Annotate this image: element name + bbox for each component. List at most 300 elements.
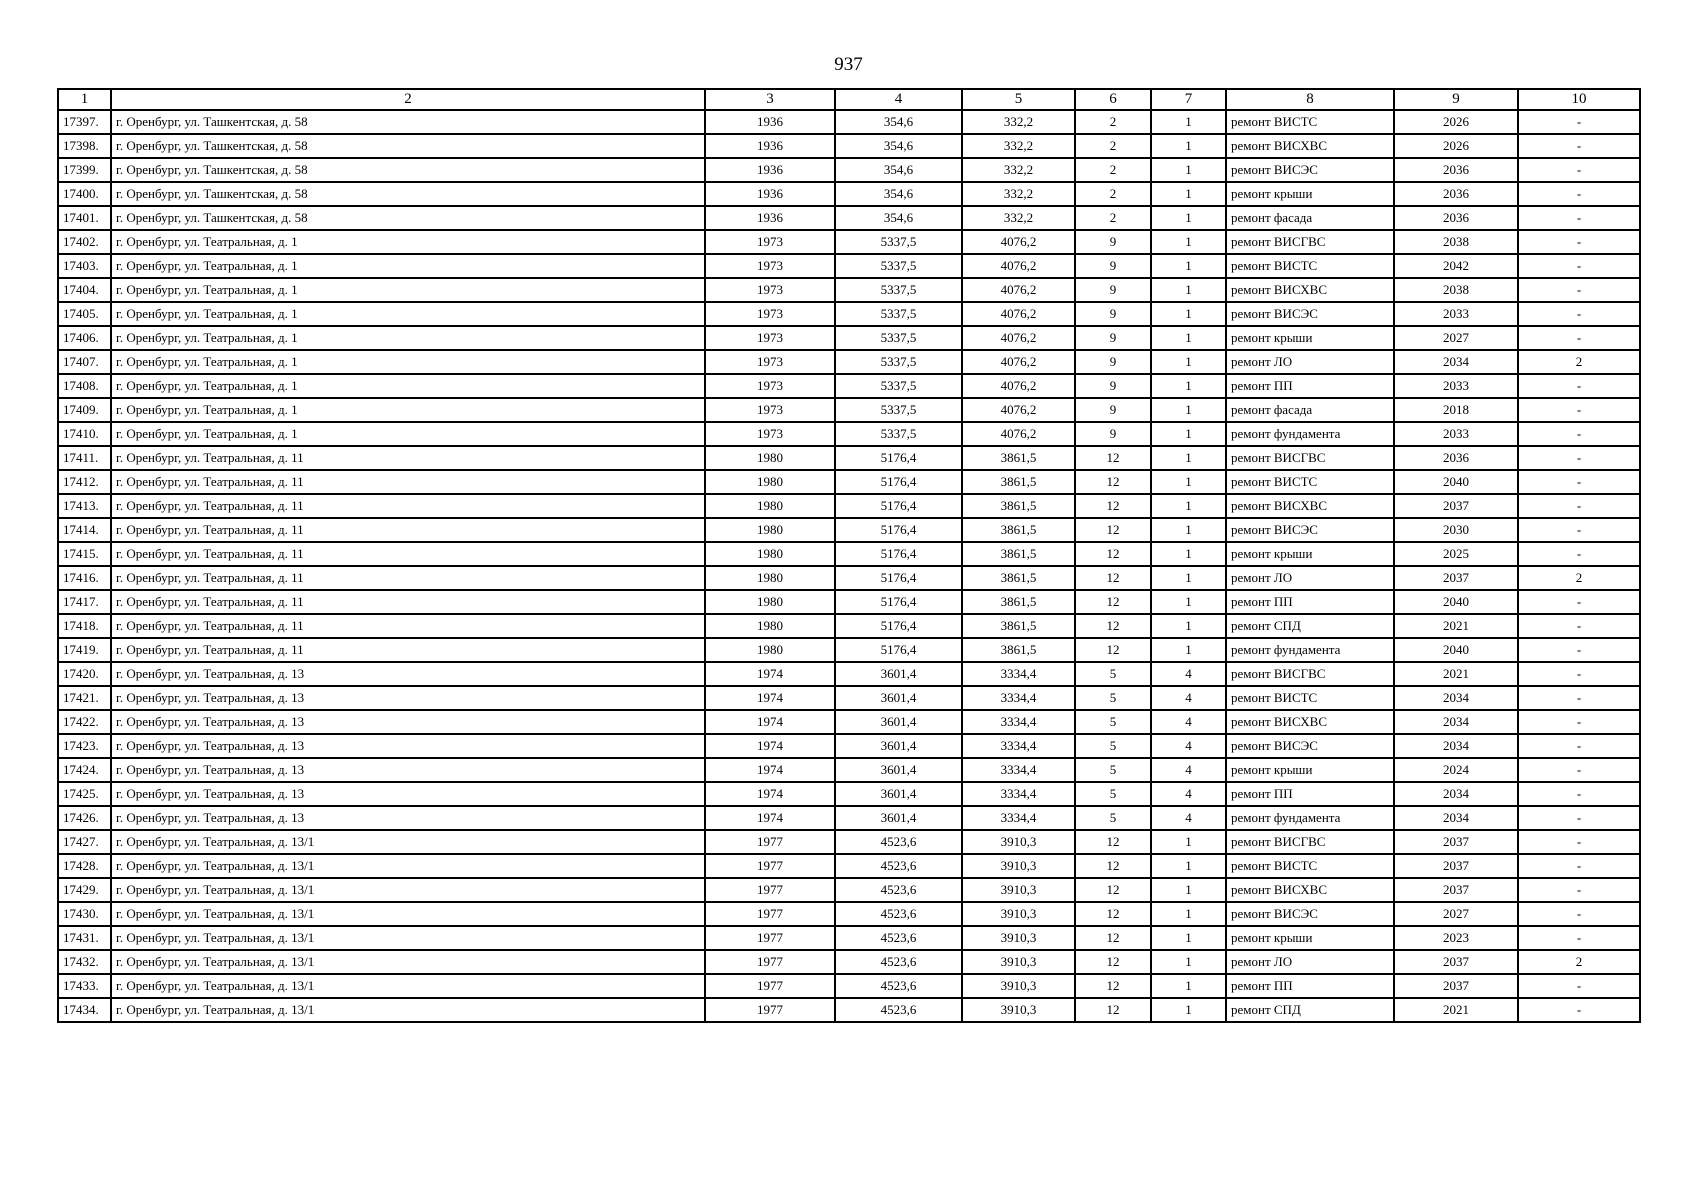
cell-address: г. Оренбург, ул. Театральная, д. 13 [111, 686, 705, 710]
cell-entrances: 1 [1151, 326, 1226, 350]
cell-year-built: 1936 [705, 158, 835, 182]
table-row [58, 614, 1640, 638]
table-row [58, 950, 1640, 974]
cell-column-10: - [1518, 830, 1640, 854]
cell-column-10: - [1518, 782, 1640, 806]
column-header-7: 7 [1151, 89, 1226, 110]
cell-total-area: 4523,6 [835, 878, 962, 902]
table-row [58, 806, 1640, 830]
cell-living-area: 4076,2 [962, 422, 1075, 446]
cell-address: г. Оренбург, ул. Театральная, д. 1 [111, 422, 705, 446]
cell-total-area: 5337,5 [835, 350, 962, 374]
cell-living-area: 4076,2 [962, 302, 1075, 326]
cell-total-area: 4523,6 [835, 950, 962, 974]
cell-living-area: 4076,2 [962, 254, 1075, 278]
table-row [58, 902, 1640, 926]
cell-address: г. Оренбург, ул. Театральная, д. 13 [111, 782, 705, 806]
cell-living-area: 3910,3 [962, 926, 1075, 950]
cell-column-10: - [1518, 278, 1640, 302]
cell-column-10: - [1518, 182, 1640, 206]
cell-column-10: 2 [1518, 566, 1640, 590]
cell-column-10: - [1518, 206, 1640, 230]
cell-planned-year: 2033 [1394, 374, 1518, 398]
cell-address: г. Оренбург, ул. Театральная, д. 1 [111, 302, 705, 326]
cell-planned-year: 2037 [1394, 974, 1518, 998]
cell-total-area: 5176,4 [835, 542, 962, 566]
cell-address: г. Оренбург, ул. Театральная, д. 1 [111, 374, 705, 398]
cell-address: г. Оренбург, ул. Театральная, д. 11 [111, 566, 705, 590]
cell-total-area: 5176,4 [835, 590, 962, 614]
cell-living-area: 3861,5 [962, 470, 1075, 494]
cell-total-area: 4523,6 [835, 830, 962, 854]
cell-planned-year: 2021 [1394, 662, 1518, 686]
cell-planned-year: 2034 [1394, 806, 1518, 830]
cell-column-10: - [1518, 710, 1640, 734]
cell-work-type: ремонт ВИСХВС [1226, 134, 1394, 158]
cell-total-area: 5176,4 [835, 614, 962, 638]
cell-entrances: 1 [1151, 902, 1226, 926]
cell-work-type: ремонт фасада [1226, 206, 1394, 230]
cell-planned-year: 2037 [1394, 494, 1518, 518]
cell-planned-year: 2021 [1394, 998, 1518, 1022]
cell-work-type: ремонт ЛО [1226, 350, 1394, 374]
cell-year-built: 1936 [705, 110, 835, 134]
cell-row-number: 17433. [58, 974, 111, 998]
cell-entrances: 4 [1151, 686, 1226, 710]
cell-planned-year: 2036 [1394, 446, 1518, 470]
table-row [58, 878, 1640, 902]
cell-total-area: 5176,4 [835, 566, 962, 590]
cell-column-10: - [1518, 638, 1640, 662]
column-header-3: 3 [705, 89, 835, 110]
cell-year-built: 1974 [705, 734, 835, 758]
cell-year-built: 1936 [705, 134, 835, 158]
cell-floors: 12 [1075, 926, 1151, 950]
cell-work-type: ремонт крыши [1226, 758, 1394, 782]
cell-living-area: 4076,2 [962, 230, 1075, 254]
cell-row-number: 17419. [58, 638, 111, 662]
table-row [58, 854, 1640, 878]
cell-row-number: 17425. [58, 782, 111, 806]
cell-address: г. Оренбург, ул. Ташкентская, д. 58 [111, 134, 705, 158]
cell-floors: 12 [1075, 974, 1151, 998]
cell-living-area: 332,2 [962, 182, 1075, 206]
cell-planned-year: 2034 [1394, 350, 1518, 374]
cell-year-built: 1977 [705, 854, 835, 878]
cell-planned-year: 2038 [1394, 230, 1518, 254]
cell-column-10: - [1518, 374, 1640, 398]
cell-total-area: 354,6 [835, 158, 962, 182]
cell-work-type: ремонт ВИСЭС [1226, 518, 1394, 542]
cell-entrances: 1 [1151, 182, 1226, 206]
cell-planned-year: 2034 [1394, 710, 1518, 734]
cell-entrances: 1 [1151, 230, 1226, 254]
cell-work-type: ремонт ВИСТС [1226, 110, 1394, 134]
cell-total-area: 5337,5 [835, 422, 962, 446]
cell-column-10: - [1518, 902, 1640, 926]
cell-planned-year: 2026 [1394, 110, 1518, 134]
cell-address: г. Оренбург, ул. Театральная, д. 13/1 [111, 974, 705, 998]
cell-work-type: ремонт ВИСХВС [1226, 278, 1394, 302]
cell-total-area: 4523,6 [835, 854, 962, 878]
cell-floors: 5 [1075, 710, 1151, 734]
cell-total-area: 5337,5 [835, 230, 962, 254]
cell-row-number: 17405. [58, 302, 111, 326]
registry-table [57, 88, 1641, 1023]
cell-address: г. Оренбург, ул. Театральная, д. 11 [111, 470, 705, 494]
cell-floors: 5 [1075, 734, 1151, 758]
cell-year-built: 1973 [705, 398, 835, 422]
table-row [58, 974, 1640, 998]
cell-entrances: 1 [1151, 446, 1226, 470]
cell-floors: 9 [1075, 302, 1151, 326]
cell-floors: 12 [1075, 830, 1151, 854]
cell-living-area: 4076,2 [962, 326, 1075, 350]
cell-total-area: 354,6 [835, 182, 962, 206]
cell-address: г. Оренбург, ул. Театральная, д. 13/1 [111, 950, 705, 974]
cell-entrances: 1 [1151, 470, 1226, 494]
cell-year-built: 1977 [705, 950, 835, 974]
table-row [58, 134, 1640, 158]
cell-year-built: 1973 [705, 422, 835, 446]
cell-floors: 5 [1075, 662, 1151, 686]
cell-entrances: 1 [1151, 302, 1226, 326]
cell-total-area: 354,6 [835, 206, 962, 230]
cell-floors: 5 [1075, 758, 1151, 782]
cell-planned-year: 2037 [1394, 566, 1518, 590]
cell-floors: 5 [1075, 782, 1151, 806]
table-row [58, 350, 1640, 374]
cell-planned-year: 2038 [1394, 278, 1518, 302]
cell-total-area: 354,6 [835, 134, 962, 158]
cell-entrances: 1 [1151, 110, 1226, 134]
cell-entrances: 1 [1151, 614, 1226, 638]
cell-entrances: 1 [1151, 638, 1226, 662]
cell-work-type: ремонт фундамента [1226, 638, 1394, 662]
cell-living-area: 4076,2 [962, 278, 1075, 302]
cell-column-10: - [1518, 158, 1640, 182]
cell-floors: 12 [1075, 950, 1151, 974]
table-row [58, 710, 1640, 734]
cell-living-area: 3910,3 [962, 950, 1075, 974]
cell-row-number: 17414. [58, 518, 111, 542]
cell-column-10: 2 [1518, 350, 1640, 374]
cell-column-10: - [1518, 110, 1640, 134]
cell-column-10: - [1518, 758, 1640, 782]
cell-living-area: 3334,4 [962, 734, 1075, 758]
cell-living-area: 3334,4 [962, 710, 1075, 734]
cell-year-built: 1973 [705, 254, 835, 278]
cell-work-type: ремонт фасада [1226, 398, 1394, 422]
cell-planned-year: 2036 [1394, 206, 1518, 230]
cell-work-type: ремонт ВИСТС [1226, 254, 1394, 278]
cell-column-10: - [1518, 302, 1640, 326]
cell-year-built: 1974 [705, 758, 835, 782]
cell-address: г. Оренбург, ул. Театральная, д. 11 [111, 518, 705, 542]
header-row [58, 89, 1640, 110]
cell-total-area: 3601,4 [835, 662, 962, 686]
cell-floors: 9 [1075, 374, 1151, 398]
cell-total-area: 5337,5 [835, 326, 962, 350]
table-row [58, 542, 1640, 566]
cell-year-built: 1973 [705, 230, 835, 254]
cell-row-number: 17397. [58, 110, 111, 134]
cell-total-area: 5176,4 [835, 638, 962, 662]
table-row [58, 446, 1640, 470]
cell-planned-year: 2034 [1394, 734, 1518, 758]
cell-column-10: - [1518, 854, 1640, 878]
cell-column-10: - [1518, 398, 1640, 422]
cell-row-number: 17422. [58, 710, 111, 734]
cell-entrances: 1 [1151, 950, 1226, 974]
cell-address: г. Оренбург, ул. Театральная, д. 13 [111, 662, 705, 686]
cell-year-built: 1980 [705, 470, 835, 494]
cell-living-area: 3334,4 [962, 758, 1075, 782]
cell-planned-year: 2021 [1394, 614, 1518, 638]
cell-total-area: 5176,4 [835, 446, 962, 470]
cell-work-type: ремонт ВИСЭС [1226, 158, 1394, 182]
table-row [58, 926, 1640, 950]
cell-work-type: ремонт ВИСЭС [1226, 302, 1394, 326]
cell-year-built: 1977 [705, 974, 835, 998]
cell-entrances: 4 [1151, 806, 1226, 830]
cell-living-area: 4076,2 [962, 398, 1075, 422]
cell-row-number: 17417. [58, 590, 111, 614]
cell-column-10: - [1518, 662, 1640, 686]
cell-total-area: 5337,5 [835, 278, 962, 302]
table-row [58, 158, 1640, 182]
cell-planned-year: 2027 [1394, 326, 1518, 350]
cell-year-built: 1973 [705, 302, 835, 326]
cell-address: г. Оренбург, ул. Театральная, д. 1 [111, 230, 705, 254]
cell-entrances: 4 [1151, 662, 1226, 686]
table-row [58, 398, 1640, 422]
cell-total-area: 3601,4 [835, 710, 962, 734]
cell-entrances: 1 [1151, 158, 1226, 182]
cell-total-area: 5176,4 [835, 470, 962, 494]
cell-entrances: 1 [1151, 398, 1226, 422]
cell-entrances: 4 [1151, 710, 1226, 734]
cell-floors: 12 [1075, 590, 1151, 614]
cell-total-area: 5176,4 [835, 518, 962, 542]
cell-planned-year: 2018 [1394, 398, 1518, 422]
cell-entrances: 4 [1151, 782, 1226, 806]
table-row [58, 734, 1640, 758]
cell-total-area: 3601,4 [835, 758, 962, 782]
cell-address: г. Оренбург, ул. Театральная, д. 13/1 [111, 854, 705, 878]
cell-year-built: 1974 [705, 710, 835, 734]
cell-living-area: 3861,5 [962, 494, 1075, 518]
cell-total-area: 3601,4 [835, 806, 962, 830]
cell-address: г. Оренбург, ул. Театральная, д. 1 [111, 254, 705, 278]
cell-year-built: 1980 [705, 518, 835, 542]
cell-address: г. Оренбург, ул. Театральная, д. 13/1 [111, 830, 705, 854]
cell-year-built: 1980 [705, 566, 835, 590]
cell-year-built: 1980 [705, 446, 835, 470]
cell-floors: 12 [1075, 542, 1151, 566]
cell-work-type: ремонт ВИСТС [1226, 686, 1394, 710]
cell-total-area: 4523,6 [835, 974, 962, 998]
cell-floors: 12 [1075, 878, 1151, 902]
table-row [58, 998, 1640, 1022]
cell-row-number: 17403. [58, 254, 111, 278]
cell-year-built: 1974 [705, 686, 835, 710]
cell-column-10: - [1518, 878, 1640, 902]
table-row [58, 230, 1640, 254]
cell-row-number: 17398. [58, 134, 111, 158]
cell-work-type: ремонт ВИСГВС [1226, 662, 1394, 686]
table-row [58, 278, 1640, 302]
cell-total-area: 3601,4 [835, 686, 962, 710]
cell-entrances: 1 [1151, 278, 1226, 302]
cell-column-10: - [1518, 254, 1640, 278]
table-header [58, 89, 1640, 110]
table-row [58, 830, 1640, 854]
column-header-10: 10 [1518, 89, 1640, 110]
cell-column-10: - [1518, 614, 1640, 638]
cell-row-number: 17400. [58, 182, 111, 206]
cell-floors: 9 [1075, 350, 1151, 374]
table-row [58, 302, 1640, 326]
table-row [58, 206, 1640, 230]
cell-address: г. Оренбург, ул. Театральная, д. 13 [111, 806, 705, 830]
cell-entrances: 1 [1151, 542, 1226, 566]
cell-planned-year: 2040 [1394, 470, 1518, 494]
cell-work-type: ремонт ВИСТС [1226, 854, 1394, 878]
column-header-1: 1 [58, 89, 111, 110]
table-row [58, 566, 1640, 590]
cell-living-area: 332,2 [962, 158, 1075, 182]
cell-address: г. Оренбург, ул. Театральная, д. 11 [111, 590, 705, 614]
cell-work-type: ремонт крыши [1226, 926, 1394, 950]
cell-floors: 9 [1075, 230, 1151, 254]
cell-address: г. Оренбург, ул. Театральная, д. 11 [111, 638, 705, 662]
cell-total-area: 3601,4 [835, 734, 962, 758]
cell-address: г. Оренбург, ул. Театральная, д. 11 [111, 494, 705, 518]
cell-entrances: 1 [1151, 926, 1226, 950]
table-row [58, 590, 1640, 614]
cell-row-number: 17409. [58, 398, 111, 422]
cell-work-type: ремонт крыши [1226, 542, 1394, 566]
cell-work-type: ремонт ВИСГВС [1226, 830, 1394, 854]
cell-living-area: 3861,5 [962, 638, 1075, 662]
cell-living-area: 3334,4 [962, 806, 1075, 830]
cell-living-area: 3910,3 [962, 902, 1075, 926]
cell-row-number: 17415. [58, 542, 111, 566]
cell-column-10: - [1518, 518, 1640, 542]
cell-column-10: - [1518, 326, 1640, 350]
cell-entrances: 1 [1151, 998, 1226, 1022]
table-row [58, 782, 1640, 806]
cell-planned-year: 2025 [1394, 542, 1518, 566]
cell-total-area: 5337,5 [835, 374, 962, 398]
cell-floors: 12 [1075, 566, 1151, 590]
table-row [58, 374, 1640, 398]
cell-row-number: 17408. [58, 374, 111, 398]
cell-address: г. Оренбург, ул. Ташкентская, д. 58 [111, 206, 705, 230]
cell-entrances: 1 [1151, 974, 1226, 998]
cell-entrances: 1 [1151, 854, 1226, 878]
cell-floors: 5 [1075, 686, 1151, 710]
cell-row-number: 17431. [58, 926, 111, 950]
cell-row-number: 17429. [58, 878, 111, 902]
cell-column-10: - [1518, 686, 1640, 710]
cell-row-number: 17407. [58, 350, 111, 374]
cell-floors: 9 [1075, 326, 1151, 350]
cell-floors: 12 [1075, 470, 1151, 494]
cell-row-number: 17416. [58, 566, 111, 590]
cell-year-built: 1980 [705, 638, 835, 662]
cell-row-number: 17420. [58, 662, 111, 686]
cell-year-built: 1977 [705, 998, 835, 1022]
cell-column-10: - [1518, 446, 1640, 470]
column-header-5: 5 [962, 89, 1075, 110]
cell-row-number: 17428. [58, 854, 111, 878]
cell-entrances: 1 [1151, 350, 1226, 374]
cell-address: г. Оренбург, ул. Театральная, д. 13/1 [111, 998, 705, 1022]
table-row [58, 518, 1640, 542]
cell-address: г. Оренбург, ул. Театральная, д. 13/1 [111, 902, 705, 926]
table-row [58, 686, 1640, 710]
cell-planned-year: 2040 [1394, 638, 1518, 662]
cell-column-10: - [1518, 590, 1640, 614]
table-row [58, 110, 1640, 134]
cell-column-10: - [1518, 230, 1640, 254]
cell-address: г. Оренбург, ул. Театральная, д. 11 [111, 542, 705, 566]
cell-planned-year: 2037 [1394, 950, 1518, 974]
cell-entrances: 4 [1151, 758, 1226, 782]
cell-entrances: 4 [1151, 734, 1226, 758]
cell-work-type: ремонт ВИСЭС [1226, 902, 1394, 926]
cell-row-number: 17401. [58, 206, 111, 230]
cell-planned-year: 2026 [1394, 134, 1518, 158]
cell-address: г. Оренбург, ул. Театральная, д. 11 [111, 614, 705, 638]
page-number: 937 [834, 54, 863, 75]
cell-living-area: 3910,3 [962, 878, 1075, 902]
cell-row-number: 17411. [58, 446, 111, 470]
cell-total-area: 4523,6 [835, 998, 962, 1022]
column-header-9: 9 [1394, 89, 1518, 110]
cell-row-number: 17427. [58, 830, 111, 854]
cell-floors: 2 [1075, 110, 1151, 134]
cell-planned-year: 2040 [1394, 590, 1518, 614]
cell-floors: 2 [1075, 182, 1151, 206]
cell-work-type: ремонт ЛО [1226, 566, 1394, 590]
cell-year-built: 1973 [705, 326, 835, 350]
cell-planned-year: 2037 [1394, 830, 1518, 854]
cell-row-number: 17410. [58, 422, 111, 446]
cell-entrances: 1 [1151, 206, 1226, 230]
cell-column-10: 2 [1518, 950, 1640, 974]
cell-planned-year: 2023 [1394, 926, 1518, 950]
cell-living-area: 4076,2 [962, 350, 1075, 374]
cell-work-type: ремонт ПП [1226, 782, 1394, 806]
cell-address: г. Оренбург, ул. Театральная, д. 13 [111, 758, 705, 782]
cell-entrances: 1 [1151, 590, 1226, 614]
cell-year-built: 1936 [705, 182, 835, 206]
cell-column-10: - [1518, 926, 1640, 950]
cell-floors: 12 [1075, 638, 1151, 662]
cell-row-number: 17423. [58, 734, 111, 758]
cell-work-type: ремонт крыши [1226, 182, 1394, 206]
cell-year-built: 1980 [705, 590, 835, 614]
cell-year-built: 1980 [705, 494, 835, 518]
table-row [58, 638, 1640, 662]
cell-floors: 12 [1075, 614, 1151, 638]
column-header-8: 8 [1226, 89, 1394, 110]
cell-entrances: 1 [1151, 374, 1226, 398]
cell-row-number: 17430. [58, 902, 111, 926]
